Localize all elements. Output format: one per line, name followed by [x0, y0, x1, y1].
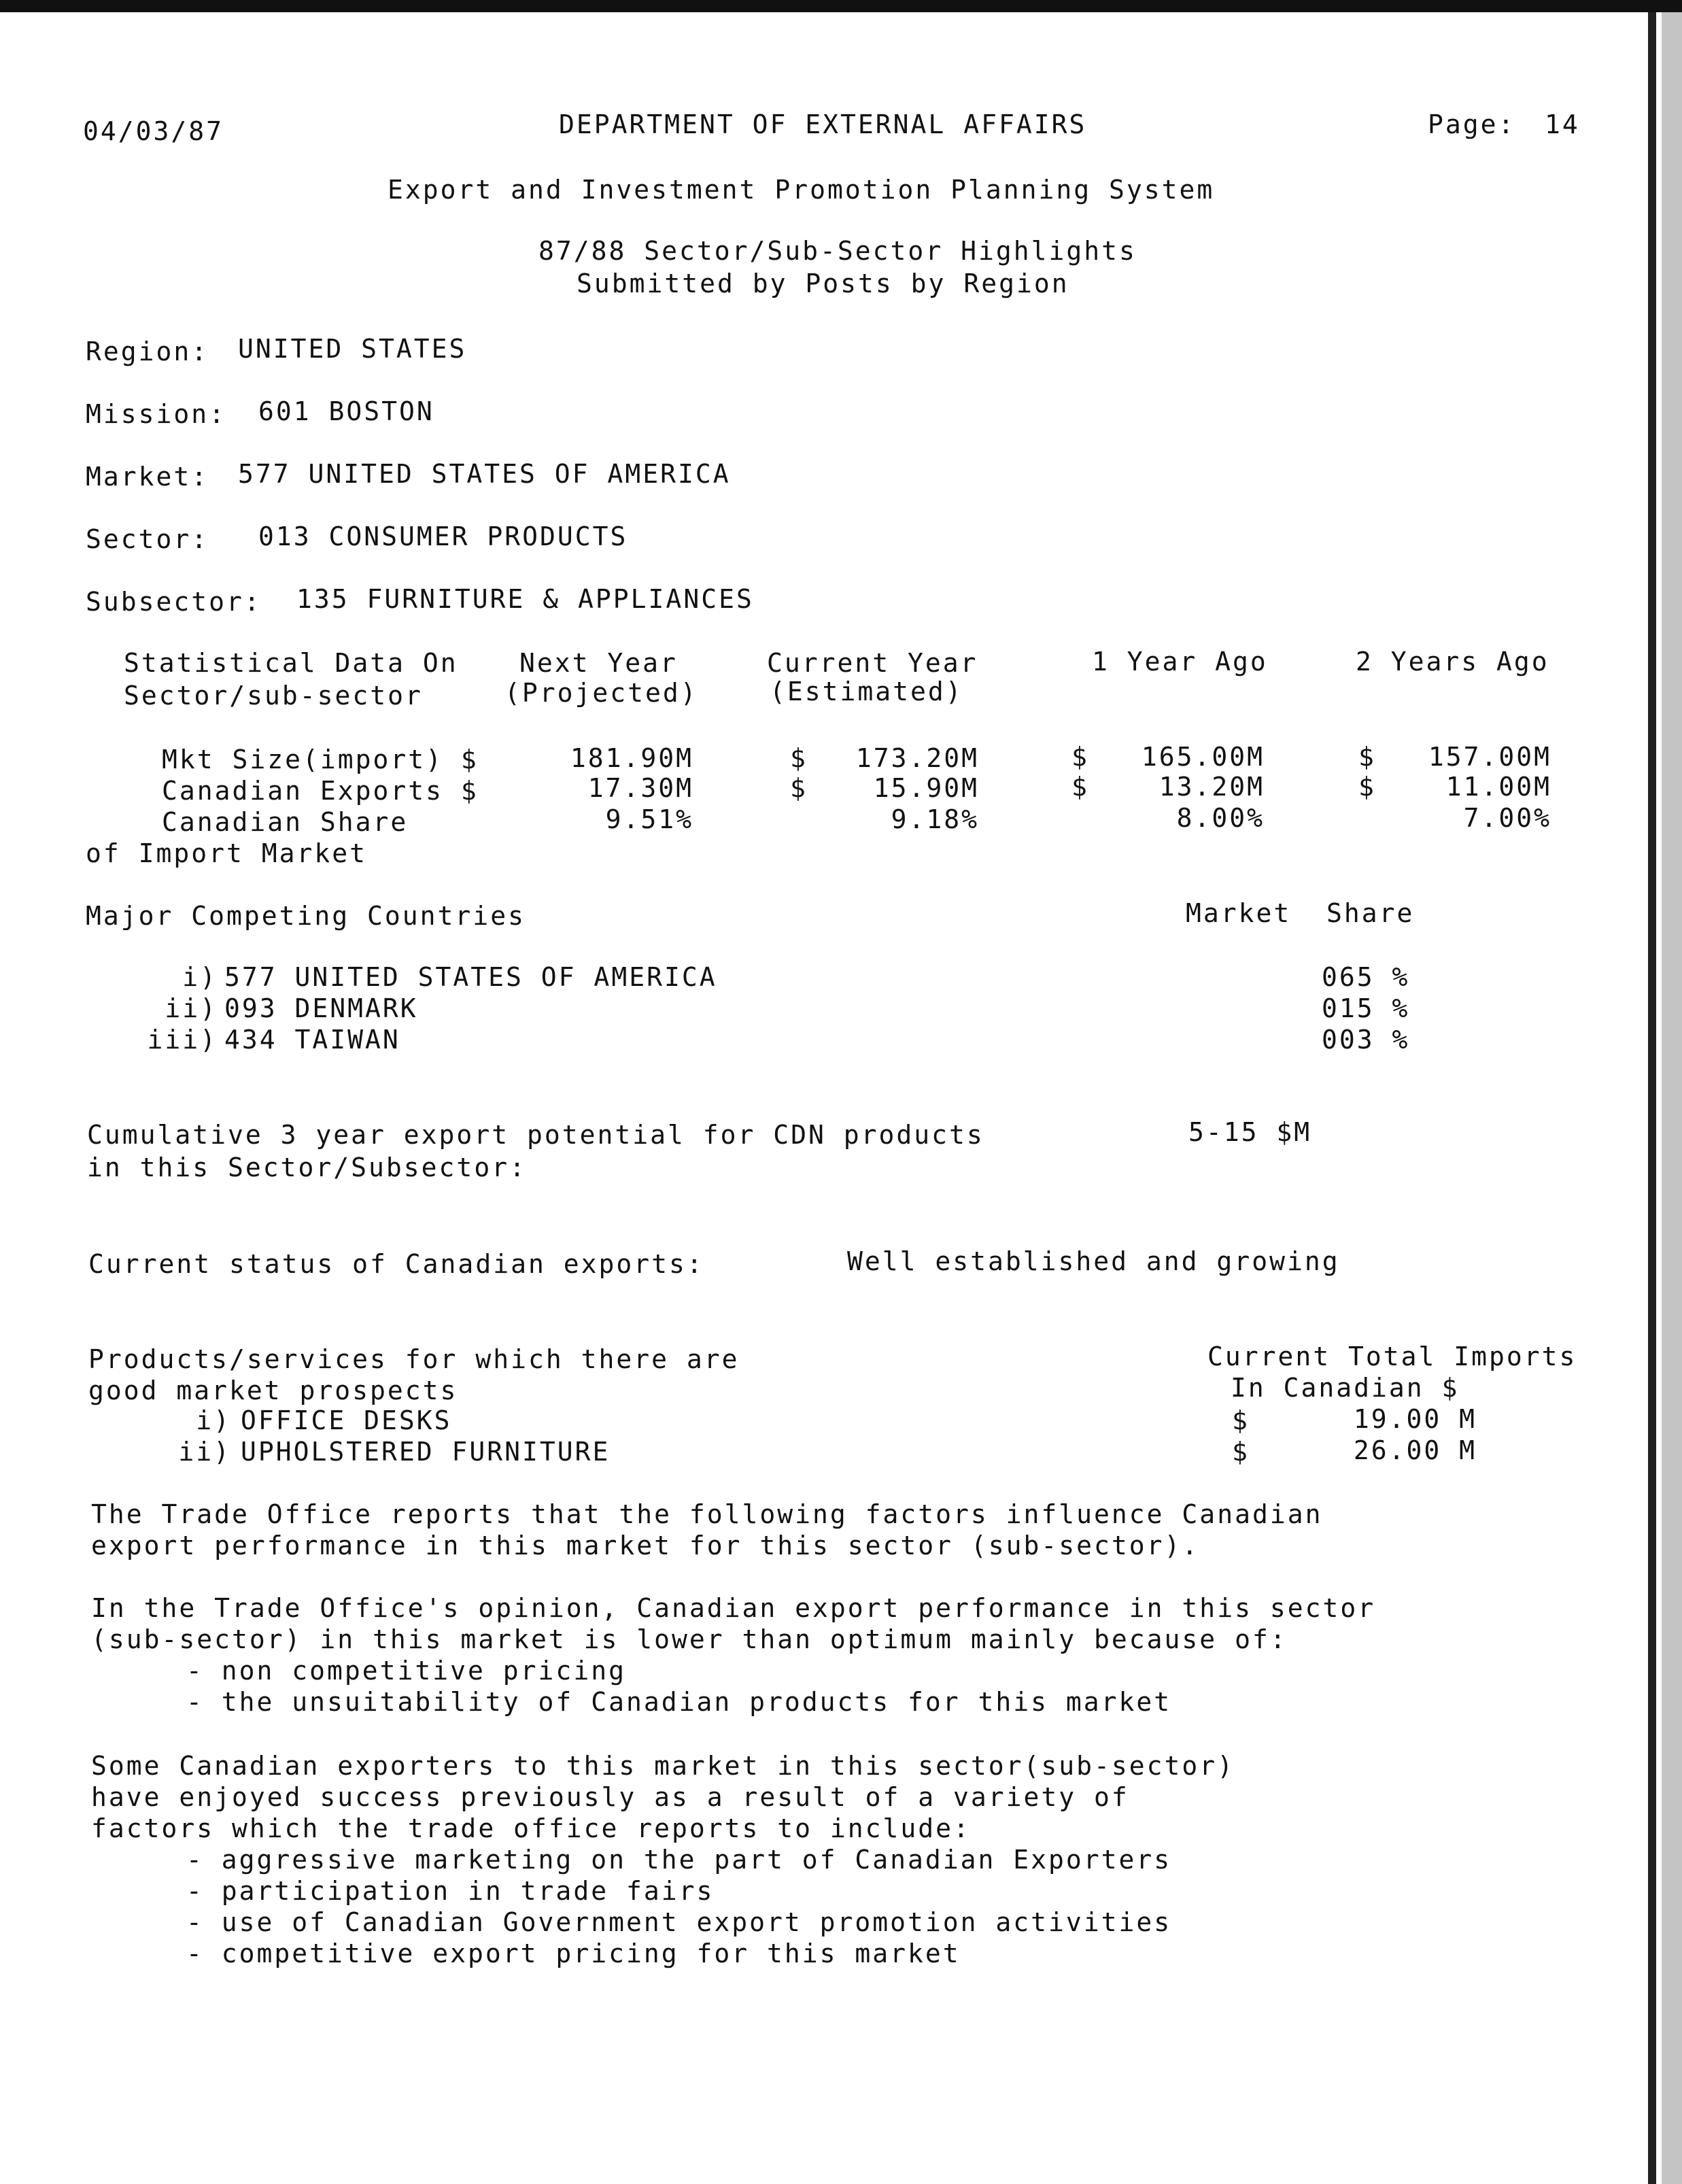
sector-value: 013 CONSUMER PRODUCTS — [258, 522, 628, 551]
potential-value: 5-15 $M — [1188, 1117, 1312, 1147]
exports-1-year-ago: 13.20M — [1158, 772, 1265, 802]
report-subtitle: Submitted by Posts by Region — [577, 269, 1069, 298]
dollar-sign: $ — [1358, 742, 1376, 772]
factors-line1: The Trade Office reports that the following factors influence Canadian — [91, 1499, 1323, 1529]
competitor-name: 577 UNITED STATES OF AMERICA — [224, 962, 717, 992]
report-title: 87/88 Sector/Sub-Sector Highlights — [538, 236, 1137, 266]
success-bullet: - use of Canadian Government export promotion activities — [186, 1907, 1172, 1937]
mkt-size-2-years-ago: 157.00M — [1428, 742, 1551, 772]
dollar-sign: $ — [1071, 772, 1089, 802]
status-label: Current status of Canadian exports: — [88, 1249, 704, 1279]
imports-header-line2: In Canadian $ — [1231, 1373, 1460, 1403]
competitor-index: i) — [182, 962, 218, 992]
mission-value: 601 BOSTON — [258, 396, 434, 426]
competitor-share: 003 % — [1322, 1025, 1410, 1055]
exports-2-years-ago: 11.00M — [1445, 772, 1551, 802]
col-current-year-note: (Estimated) — [770, 677, 963, 706]
product-import-amount: 19.00 M — [1353, 1404, 1477, 1434]
currency-sign: $ — [1232, 1437, 1250, 1467]
market-value: 577 UNITED STATES OF AMERICA — [238, 459, 731, 489]
region-label: Region: — [86, 337, 209, 366]
row-label-mkt-size: Mkt Size(import) $ — [162, 745, 479, 774]
col-current-year: Current Year — [767, 648, 978, 678]
scan-border-right — [1648, 12, 1656, 2184]
currency-sign: $ — [1232, 1405, 1250, 1435]
dollar-sign: $ — [1071, 742, 1089, 772]
product-name: UPHOLSTERED FURNITURE — [241, 1437, 611, 1467]
region-value: UNITED STATES — [238, 334, 467, 364]
success-bullet: - aggressive marketing on the part of Canadian Exporters — [186, 1845, 1172, 1875]
subsector-label: Subsector: — [86, 587, 262, 617]
products-line1: Products/services for which there are — [88, 1344, 740, 1374]
scan-shadow-right — [1662, 12, 1682, 2184]
dollar-sign: $ — [1358, 772, 1376, 802]
product-name: OFFICE DESKS — [241, 1405, 452, 1435]
competitor-name: 093 DENMARK — [224, 993, 418, 1023]
dollar-sign: $ — [790, 773, 808, 803]
col-1-year-ago: 1 Year Ago — [1092, 647, 1268, 677]
stats-heading-line1: Statistical Data On — [124, 648, 458, 678]
factors-line2: export performance in this market for this sector (sub-sector). — [91, 1531, 1200, 1560]
market-label: Market: — [86, 462, 209, 492]
potential-line2: in this Sector/Subsector: — [87, 1153, 527, 1182]
product-import-amount: 26.00 M — [1353, 1435, 1477, 1465]
share-current-year: 9.18% — [891, 804, 979, 834]
product-index: i) — [196, 1405, 231, 1435]
product-index: ii) — [178, 1437, 231, 1467]
products-line2: good market prospects — [88, 1376, 458, 1405]
mkt-size-1-year-ago: 165.00M — [1141, 742, 1265, 772]
opinion-bullet: - non competitive pricing — [186, 1656, 626, 1686]
share-1-year-ago: 8.00% — [1176, 803, 1265, 833]
col-2-years-ago: 2 Years Ago — [1356, 647, 1549, 677]
col-next-year: Next Year — [519, 648, 678, 678]
page-label: Page: — [1428, 109, 1516, 139]
page-number: 14 — [1545, 109, 1580, 139]
department-name: DEPARTMENT OF EXTERNAL AFFAIRS — [559, 109, 1087, 139]
exports-current-year: 15.90M — [873, 773, 979, 803]
scan-border-top — [0, 0, 1682, 12]
success-line3: factors which the trade office reports to include: — [91, 1813, 971, 1843]
success-bullet: - participation in trade fairs — [186, 1876, 715, 1906]
sector-label: Sector: — [86, 524, 209, 554]
mkt-size-next-year: 181.90M — [570, 743, 693, 773]
share-suffix: of Import Market — [86, 838, 368, 868]
exports-next-year: 17.30M — [587, 773, 693, 803]
competitor-share: 065 % — [1322, 962, 1410, 992]
mission-label: Mission: — [86, 399, 227, 429]
row-label-canadian-exports: Canadian Exports $ — [162, 776, 479, 806]
dollar-sign: $ — [790, 743, 808, 773]
potential-line1: Cumulative 3 year export potential for CDN products — [87, 1120, 984, 1150]
system-title: Export and Investment Promotion Planning System — [388, 175, 1215, 205]
share-2-years-ago: 7.00% — [1463, 803, 1551, 833]
success-line2: have enjoyed success previously as a result of a variety of — [91, 1782, 1129, 1812]
competitors-title: Major Competing Countries — [86, 901, 526, 931]
stats-heading-line2: Sector/sub-sector — [124, 681, 423, 711]
opinion-line1: In the Trade Office's opinion, Canadian export performance in this sector — [91, 1593, 1376, 1623]
col-next-year-note: (Projected) — [504, 678, 698, 708]
competitor-index: iii) — [147, 1025, 218, 1055]
market-share-header: Market Share — [1186, 898, 1415, 928]
share-next-year: 9.51% — [605, 804, 693, 834]
opinion-line2: (sub-sector) in this market is lower than optimum mainly because of: — [91, 1624, 1288, 1654]
competitor-index: ii) — [165, 993, 218, 1023]
imports-header-line1: Current Total Imports — [1207, 1342, 1577, 1371]
status-value: Well established and growing — [847, 1246, 1340, 1276]
success-bullet: - competitive export pricing for this market — [186, 1939, 961, 1968]
competitor-share: 015 % — [1322, 993, 1410, 1023]
subsector-value: 135 FURNITURE & APPLIANCES — [296, 584, 754, 614]
competitor-name: 434 TAIWAN — [224, 1025, 400, 1055]
mkt-size-current-year: 173.20M — [855, 743, 979, 773]
success-line1: Some Canadian exporters to this market in this sector(sub-sector) — [91, 1751, 1235, 1781]
opinion-bullet: - the unsuitability of Canadian products for this market — [186, 1687, 1172, 1717]
row-label-canadian-share: Canadian Share — [162, 807, 409, 837]
report-date: 04/03/87 — [83, 116, 224, 146]
